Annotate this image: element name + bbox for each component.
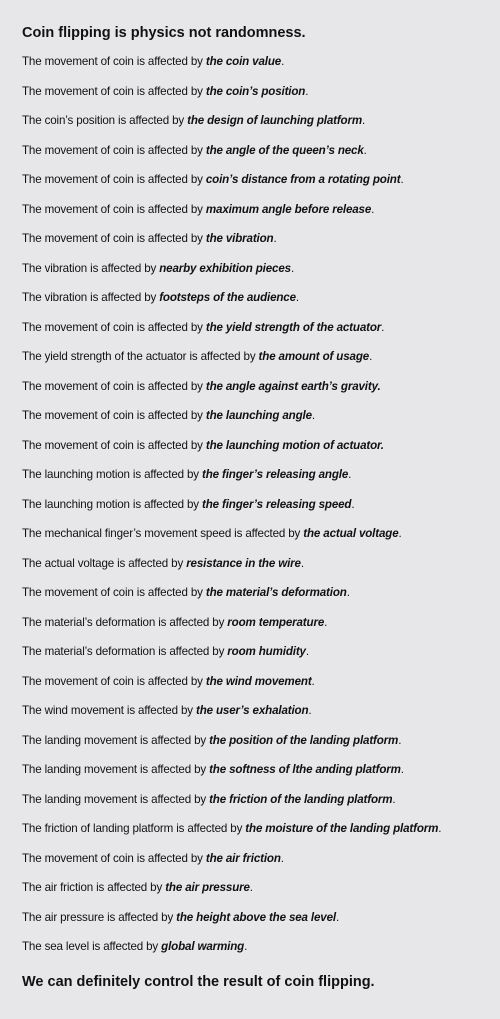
statement-emphasis: the design of launching platform: [187, 114, 363, 127]
statement-suffix: .: [398, 527, 402, 540]
statement-line: [22, 203, 500, 233]
statement-prefix: The movement of coin is affected by: [22, 84, 206, 98]
statement-line: [22, 262, 500, 292]
statement-emphasis: maximum angle before release: [205, 202, 372, 216]
statement-emphasis: the coin value: [205, 55, 282, 68]
statement-line: [22, 734, 500, 764]
statement-line: [22, 380, 500, 410]
statement-emphasis: the actual voltage: [303, 527, 399, 540]
statement-line: [22, 793, 500, 823]
statement-prefix: The movement of coin is affected by: [22, 409, 206, 422]
statement-suffix: .: [381, 320, 385, 334]
statement-line: [22, 557, 500, 587]
statement-prefix: The movement of coin is affected by: [22, 173, 206, 186]
statement-prefix: The movement of coin is affected by: [22, 202, 206, 216]
statement-suffix: .: [371, 202, 375, 216]
statement-emphasis: the position of the landing platform: [209, 733, 399, 747]
statement-emphasis: the wind movement: [205, 674, 312, 688]
statement-line: [22, 409, 500, 439]
statement-prefix: The wind movement is affected by: [22, 704, 196, 717]
statement-prefix: The vibration is affected by: [22, 261, 160, 275]
statement-prefix: The landing movement is affected by: [22, 733, 210, 747]
statement-prefix: The movement of coin is affected by: [22, 586, 206, 599]
statement-prefix: The actual voltage is affected by: [22, 556, 187, 570]
statement-prefix: The movement of coin is affected by: [22, 55, 206, 68]
statement-emphasis: the angle of the queen’s neck: [205, 143, 364, 157]
statement-line: [22, 144, 500, 174]
statement-suffix: .: [280, 851, 284, 865]
statement-prefix: The yield strength of the actuator is affected by: [22, 350, 259, 363]
statement-prefix: The movement of coin is affected by: [22, 438, 206, 452]
statement-suffix: .: [300, 556, 304, 570]
statement-suffix: .: [290, 261, 295, 275]
statement-line: [22, 704, 500, 734]
statement-line: [22, 645, 500, 675]
statement-line: [22, 616, 500, 646]
statement-suffix: .: [311, 409, 315, 422]
statement-suffix: .: [273, 232, 277, 245]
statement-line: [22, 468, 500, 498]
statement-prefix: The friction of landing platform is affected by: [22, 822, 246, 835]
statement-line: [22, 911, 500, 941]
statement-emphasis: the material’s deformation: [205, 586, 347, 599]
statement-prefix: The movement of coin is affected by: [22, 320, 206, 334]
statement-suffix: .: [400, 763, 404, 776]
statement-prefix: The material’s deformation is affected by: [22, 645, 228, 658]
statement-suffix: .: [305, 84, 309, 98]
statement-emphasis: the yield strength of the actuator: [205, 320, 382, 334]
statement-suffix: .: [295, 291, 299, 304]
statement-emphasis: the finger’s releasing angle: [202, 468, 349, 481]
statement-emphasis: the finger’s releasing speed: [202, 497, 352, 511]
statement-line: [22, 940, 500, 970]
statement-emphasis: the angle against earth’s gravity.: [205, 379, 381, 393]
statement-prefix: The movement of coin is affected by: [22, 143, 206, 157]
statement-line: [22, 291, 500, 321]
statement-emphasis: the amount of usage: [258, 350, 370, 363]
statement-emphasis: the user’s exhalation: [195, 704, 309, 717]
statement-emphasis: the height above the sea level: [176, 910, 336, 924]
statement-line: [22, 55, 500, 85]
statement-prefix: The movement of coin is affected by: [22, 674, 206, 688]
statement-suffix: .: [438, 822, 442, 835]
statement-line: [22, 527, 500, 557]
statement-prefix: The coin’s position is affected by: [22, 114, 188, 127]
statement-emphasis: coin’s distance from a rotating point: [205, 173, 401, 186]
statement-suffix: .: [305, 645, 309, 658]
statement-line: [22, 173, 500, 203]
statement-suffix: .: [249, 881, 253, 894]
statement-emphasis: the friction of the landing platform: [209, 792, 393, 806]
statement-prefix: The launching motion is affected by: [22, 497, 202, 511]
statement-suffix: .: [348, 468, 352, 481]
statement-prefix: The air pressure is affected by: [22, 910, 177, 924]
statement-emphasis: footsteps of the audience: [159, 291, 296, 304]
statement-suffix: .: [398, 733, 402, 747]
statement-prefix: The landing movement is affected by: [22, 763, 210, 776]
statement-line: [22, 439, 500, 469]
statement-line: [22, 232, 500, 262]
statement-suffix: .: [244, 940, 248, 953]
statement-suffix: .: [400, 173, 404, 186]
statement-prefix: The movement of coin is affected by: [22, 379, 206, 393]
statement-line: [22, 350, 500, 380]
statement-prefix: The material’s deformation is affected by: [22, 615, 228, 629]
statement-emphasis: the coin’s position: [205, 84, 306, 98]
statement-suffix: .: [346, 586, 350, 599]
statement-line: [22, 822, 500, 852]
statement-prefix: The movement of coin is affected by: [22, 232, 206, 245]
statement-emphasis: nearby exhibition pieces: [159, 261, 291, 275]
statement-prefix: The movement of coin is affected by: [22, 851, 206, 865]
statement-line: [22, 498, 500, 528]
statement-emphasis: the air pressure: [165, 881, 250, 894]
statement-prefix: The landing movement is affected by: [22, 792, 210, 806]
statement-line: [22, 675, 500, 705]
statement-emphasis: the launching angle: [205, 409, 312, 422]
statement-emphasis: the moisture of the landing platform: [245, 822, 439, 835]
statement-line: [22, 881, 500, 911]
statement-prefix: The sea level is affected by: [22, 940, 162, 953]
statement-emphasis: the vibration: [205, 232, 274, 245]
statement-line: [22, 85, 500, 115]
statement-line: [22, 763, 500, 793]
statement-suffix: .: [363, 143, 367, 157]
statement-emphasis: the air friction: [205, 851, 281, 865]
statement-prefix: The vibration is affected by: [22, 291, 160, 304]
statement-emphasis: room humidity: [227, 645, 306, 658]
statement-suffix: .: [369, 350, 373, 363]
statement-emphasis: global warming: [161, 940, 245, 953]
statement-emphasis: the softness of lthe anding platform: [209, 763, 401, 776]
conclusion-text: We can definitely control the result of coin flipping.: [22, 974, 375, 990]
statement-line: [22, 321, 500, 351]
statement-line: [22, 852, 500, 882]
statement-prefix: The air friction is affected by: [22, 881, 166, 894]
statement-line: [22, 114, 500, 144]
statement-prefix: The launching motion is affected by: [22, 468, 202, 481]
statement-emphasis: the launching motion of actuator.: [205, 438, 384, 452]
statement-suffix: .: [311, 674, 315, 688]
statement-emphasis: resistance in the wire: [186, 556, 301, 570]
statement-suffix: .: [281, 55, 285, 68]
statement-suffix: .: [362, 114, 366, 127]
statement-emphasis: room temperature: [227, 615, 325, 629]
statement-suffix: .: [324, 615, 328, 629]
statement-list: [22, 55, 500, 970]
statement-prefix: The mechanical finger’s movement speed is affected by: [22, 527, 304, 540]
statement-suffix: .: [308, 704, 312, 717]
page-title: Coin flipping is physics not randomness.: [22, 25, 306, 41]
statement-suffix: .: [392, 792, 396, 806]
statement-suffix: .: [335, 910, 340, 924]
statement-line: [22, 586, 500, 616]
statement-suffix: .: [351, 497, 355, 511]
